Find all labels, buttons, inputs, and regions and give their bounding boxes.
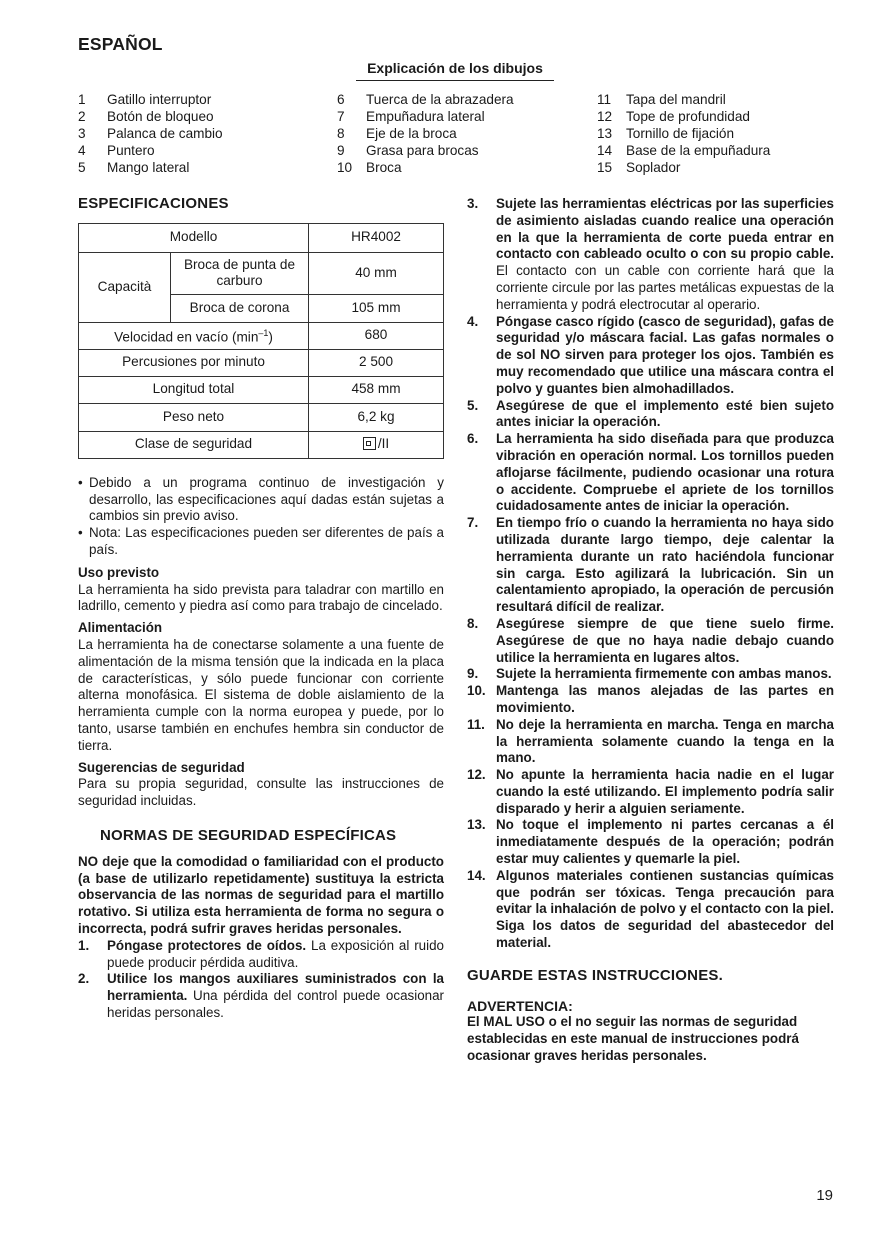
rule-text — [496, 431, 834, 515]
rule-number: 4. — [467, 313, 479, 329]
rule-bold-text: Sujete las herramientas eléctricas por las superficies de asimiento aisladas cuando realice una operación en la que la herramienta de corte pueda entrar en contacto con cableado oculto o con su propio cable. — [496, 196, 834, 262]
rule-number: 8. — [467, 615, 479, 631]
legend-number: 8 — [337, 125, 345, 141]
list-item — [78, 525, 444, 559]
safety-class-value: /II — [377, 436, 390, 452]
rule-bold-text: No deje la herramienta en marcha. Tenga en marcha la herramienta solamente cuando la tenga en la mano. — [496, 716, 834, 766]
rule-number: 9. — [467, 666, 479, 682]
rule-text — [496, 683, 834, 717]
language-heading: ESPAÑOL — [78, 34, 163, 54]
legend-item — [78, 143, 223, 160]
list-item — [467, 683, 834, 717]
table-cell: 2 500 — [309, 349, 444, 376]
legend-label: Botón de bloqueo — [107, 108, 214, 124]
legend-column-1 — [78, 92, 223, 176]
rule-text — [496, 616, 834, 666]
bullet-icon: • — [78, 525, 83, 541]
table-cell: Capacità — [79, 252, 171, 322]
legend-item — [78, 160, 223, 177]
table-cell: 680 — [309, 322, 444, 349]
rule-text — [496, 196, 834, 314]
table-row — [79, 403, 444, 431]
legend-item — [78, 109, 223, 126]
list-item — [467, 515, 834, 616]
table-cell: Longitud total — [79, 376, 309, 403]
list-item — [78, 971, 444, 1021]
legend-label: Tope de profundidad — [626, 108, 750, 124]
table-row — [79, 376, 444, 403]
rule-bold-text: No apunte la herramienta hacia nadie en el lugar cuando la esté utilizando. El implemento podría salir disparado y herir a alguien seriamente. — [496, 767, 834, 816]
legend-item — [337, 143, 514, 160]
rule-text — [496, 817, 834, 867]
legend-item — [597, 92, 770, 109]
legend-label: Tuerca de la abrazadera — [366, 92, 514, 107]
rule-text — [107, 971, 444, 1021]
legend-item — [337, 160, 514, 177]
intended-use-heading: Uso previsto — [78, 564, 160, 580]
rule-text — [496, 515, 834, 616]
legend-label: Mango lateral — [107, 159, 190, 175]
legend-item — [337, 92, 514, 109]
specifications-heading: ESPECIFICACIONES — [78, 195, 229, 212]
table-cell: 458 mm — [309, 376, 444, 403]
warning-text: El MAL USO o el no seguir las normas de seguridad establecidas en este manual de instrucciones podrá ocasionar graves heridas personales. — [467, 1014, 799, 1064]
legend-label: Tornillo de fijación — [626, 125, 735, 141]
legend-item — [337, 109, 514, 126]
specific-safety-rules-heading: NORMAS DE SEGURIDAD ESPECÍFICAS — [100, 826, 397, 844]
rule-plain-text: La exposición al ruido puede producir pérdida auditiva. — [107, 937, 445, 970]
speed-close: ) — [268, 329, 273, 345]
list-item — [467, 314, 834, 398]
legend-number: 5 — [78, 159, 86, 175]
rule-number: 1. — [78, 937, 90, 953]
rule-text — [496, 398, 834, 432]
list-item — [467, 767, 834, 817]
rule-bold-text: Sujete la herramienta firmemente con ambas manos. — [496, 666, 832, 682]
legend-item — [337, 126, 514, 143]
safety-rules-intro: NO deje que la comodidad o familiaridad con el producto (a base de utilizarlo repetidamente) sustituya la estricta observancia de las normas de seguridad para el martillo rotativo. Si utiliza esta herramienta de forma no segura o incorrecta, podrá sufrir graves heridas personales. — [78, 853, 444, 936]
rule-bold-text: Asegúrese siempre de que tiene suelo firme. Asegúrese de que no haya nadie debajo cuando utilice la herramienta en lugares altos. — [496, 615, 834, 665]
rule-plain-text: El contacto con un cable con corriente hará que la corriente circule por las partes metálicas expuestas de la herramienta y podrá electrocutar al operario. — [496, 263, 834, 312]
legend-number: 12 — [597, 108, 613, 124]
legend-number: 9 — [337, 142, 345, 158]
table-row — [79, 349, 444, 376]
legend-item — [597, 126, 770, 143]
rule-number: 6. — [467, 431, 479, 447]
rule-bold-text: Mantenga las manos alejadas de las partes en movimiento. — [496, 683, 834, 715]
bullet-icon: • — [78, 474, 83, 490]
rule-text — [107, 938, 444, 972]
page-number: 19 — [816, 1187, 833, 1204]
rule-text — [496, 868, 834, 952]
list-item — [467, 431, 834, 515]
legend-label: Eje de la broca — [366, 125, 457, 141]
speed-exponent: –1 — [258, 328, 269, 339]
list-item — [78, 475, 444, 525]
table-cell — [79, 322, 309, 349]
legend-label: Base de la empuñadura — [626, 142, 771, 158]
table-cell: Percusiones por minuto — [79, 349, 309, 376]
table-row — [79, 322, 444, 349]
legend-item — [78, 126, 223, 143]
rule-number: 13. — [467, 817, 486, 833]
table-cell: 105 mm — [309, 294, 444, 322]
legend-number: 15 — [597, 159, 613, 175]
legend-label: Broca — [366, 159, 402, 175]
note-text: Nota: Las especificaciones pueden ser diferentes de país a país. — [89, 525, 444, 557]
rule-bold-text: Póngase casco rígido (casco de seguridad), gafas de seguridad y/o máscara facial. Las gafas normales o de sol NO sirven para proteger los ojos. También es muy recomendado que utilice una máscara contra el polvo y guantes bien almohadillados. — [496, 313, 834, 396]
legend-item — [597, 160, 770, 177]
safety-tips-text: Para su propia seguridad, consulte las instrucciones de seguridad incluidas. — [78, 776, 444, 809]
rule-number: 12. — [467, 767, 486, 783]
legend-number: 11 — [597, 92, 612, 107]
rule-number: 2. — [78, 971, 90, 987]
power-supply-heading: Alimentación — [78, 620, 163, 636]
right-column — [467, 196, 834, 1065]
table-cell: Broca de corona — [171, 294, 309, 322]
rule-number: 5. — [467, 397, 479, 413]
legend-item — [597, 109, 770, 126]
rule-bold-text: Póngase protectores de oídos. — [107, 937, 307, 953]
specifications-table — [78, 223, 444, 459]
rule-plain-text: Una pérdida del control puede ocasionar heridas personales. — [107, 988, 444, 1020]
rule-text — [496, 666, 834, 683]
list-item — [78, 938, 444, 972]
rule-text — [496, 314, 834, 398]
legend-label: Soplador — [626, 159, 681, 175]
list-item — [467, 398, 834, 432]
legend-label: Grasa para brocas — [366, 142, 479, 158]
rule-bold-text: No toque el implemento ni partes cercanas a él inmediatamente después de la operación; podrán estar muy calientes y quemarle la piel. — [496, 817, 834, 867]
speed-label: Velocidad en vacío (min — [114, 329, 259, 345]
list-item — [467, 196, 834, 314]
legend-number: 7 — [337, 108, 345, 124]
spec-notes — [78, 475, 444, 559]
rule-bold-text: La herramienta ha sido diseñada para que produzca vibración en operación normal. Los tornillos pueden aflojarse fácilmente, pudiendo ocasionar una rotura o accidente. Compruebe el apriete de los tornillos cuidadosamente antes de iniciar la operación. — [496, 431, 834, 514]
list-item — [467, 717, 834, 767]
rule-text — [496, 767, 834, 817]
drawings-explanation-title: Explicación de los dibujos — [356, 60, 554, 81]
table-cell: Broca de punta de carburo — [171, 252, 309, 294]
list-item — [467, 666, 834, 683]
table-cell: HR4002 — [309, 223, 444, 252]
table-cell: Peso neto — [79, 403, 309, 431]
rule-bold-text: Utilice los mangos auxiliares suministrados con la herramienta. — [107, 971, 444, 1004]
rule-bold-text: Algunos materiales contienen sustancias químicas que podrán ser tóxicas. Tenga precaución para evitar la inhalación de polvo y el contacto con la piel. Siga los datos de seguridad del abastecedor del material. — [496, 867, 834, 951]
rule-text — [496, 717, 834, 767]
legend-number: 1 — [78, 92, 86, 107]
legend-item — [597, 143, 770, 160]
legend-item — [78, 92, 223, 109]
legend-label: Puntero — [107, 142, 155, 158]
save-instructions-heading: GUARDE ESTAS INSTRUCCIONES. — [467, 966, 723, 984]
safety-tips-heading: Sugerencias de seguridad — [78, 759, 245, 775]
legend-number: 6 — [337, 92, 345, 107]
left-column — [78, 196, 444, 1022]
legend-number: 3 — [78, 125, 86, 141]
legend-number: 13 — [597, 125, 613, 141]
table-cell: Clase de seguridad — [79, 431, 309, 458]
legend-label: Gatillo interruptor — [107, 92, 212, 107]
rule-number: 10. — [467, 683, 486, 699]
table-cell: Modello — [79, 223, 309, 252]
note-text: Debido a un programa continuo de investigación y desarrollo, las especificaciones aquí dadas están sujetas a cambios sin previo aviso. — [89, 474, 444, 524]
table-cell: 6,2 kg — [309, 403, 444, 431]
rule-number: 7. — [467, 515, 479, 531]
warning-heading: ADVERTENCIA: — [467, 997, 573, 1014]
table-cell — [309, 431, 444, 458]
power-supply-text: La herramienta ha de conectarse solamente a una fuente de alimentación de la misma tensión que la indicada en la placa de características, y sólo puede funcionar con corriente alterna monofásica. El sistema de doble aislamiento de la herramienta cumple con la norma europea y puede, por lo tanto, usarse también en enchufes hembra sin conductor de tierra. — [78, 636, 444, 753]
legend-column-3 — [597, 92, 770, 176]
rule-number: 11. — [467, 716, 485, 732]
legend-number: 14 — [597, 142, 613, 158]
rule-bold-text: En tiempo frío o cuando la herramienta no haya sido utilizada durante largo tiempo, deje calentar la herramienta durante un rato haciéndola funcionar sin carga. Esto agilizará la lubricación. Sin un calentamiento apropiado, la operación de percusión resultará difícil de realizar. — [496, 515, 834, 615]
list-item — [467, 616, 834, 666]
table-row — [79, 223, 444, 252]
table-row — [79, 431, 444, 458]
legend-label: Tapa del mandril — [626, 92, 726, 107]
double-insulation-icon — [363, 437, 376, 450]
intended-use-text: La herramienta ha sido prevista para taladrar con martillo en ladrillo, cemento y piedra así como para trabajo de cincelado. — [78, 581, 444, 614]
legend-number: 10 — [337, 159, 353, 175]
legend-number: 2 — [78, 108, 86, 124]
table-row — [79, 252, 444, 294]
legend-label: Palanca de cambio — [107, 125, 223, 141]
list-item — [467, 868, 834, 952]
table-cell: 40 mm — [309, 252, 444, 294]
legend-label: Empuñadura lateral — [366, 108, 485, 124]
legend-number: 4 — [78, 142, 86, 158]
rule-number: 14. — [467, 867, 486, 883]
rule-number: 3. — [467, 196, 479, 211]
list-item — [467, 817, 834, 867]
rule-bold-text: Asegúrese de que el implemento esté bien sujeto antes iniciar la operación. — [496, 397, 834, 430]
legend-column-2 — [337, 92, 514, 176]
